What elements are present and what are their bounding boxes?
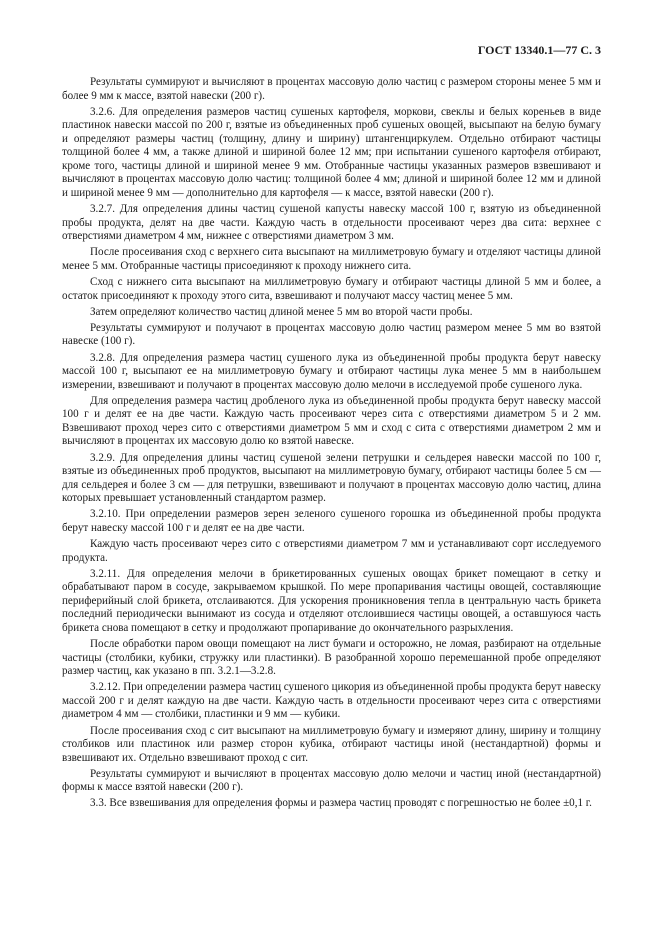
paragraph: 3.2.9. Для определения длины частиц сушеной зелени петрушки и сельдерея навески массой по 100 г, взятые из объединенных проб продуктов, высыпают на миллиметровую бумагу, отбирают частицы более 5 см — для сельдерея и более 3 см — для петрушки, взвешивают и получают в процентах массовую долю частиц, длина которых превышает установленный стандартом размер. <box>62 451 601 505</box>
paragraph: Каждую часть просеивают через сито с отверстиями диаметром 7 мм и устанавливают сорт исследуемого продукта. <box>62 538 601 564</box>
paragraph: 3.2.7. Для определения длины частиц сушеной капусты навеску массой 100 г, взятую из объединенной пробы продукта, делят на две части. Каждую часть в отдельности просеивают через два сита: верхнее с отверстиями диаметром 4 мм, нижнее с отверстиями диаметром 3 мм. <box>62 203 601 243</box>
paragraph: Затем определяют количество частиц длиной менее 5 мм во второй части пробы. <box>90 305 473 318</box>
page-header: ГОСТ 13340.1—77 С. 3 <box>477 43 601 57</box>
paragraph: 3.2.11. Для определения мелочи в брикетированных сушеных овощах брикет помещают в сетку и обрабатывают паром в сосуде, закрываемом крышкой. По мере пропаривания частицы овощей, составляющие периферийный слой брикета, отслаиваются. Для ускорения проникновения тепла в центральную часть брикета последний периодически вынимают из сосуда и отделяют отслоившиеся частицы овощей, а оставшуюся часть брикета снова помещают в сетку и продолжают пропаривание до окончательного разрыхления. <box>62 567 601 634</box>
paragraph: 3.2.12. При определении размера частиц сушеного цикория из объединенной пробы продукта берут навеску массой 200 г и делят каждую на две части. Каждую часть в отдельности просеивают через сита с отверстиями диаметром 4 мм — столбики, пластинки и 9 мм — кубики. <box>62 681 602 721</box>
paragraph: 3.2.8. Для определения размера частиц сушеного лука из объединенной пробы продукта берут навеску массой 100 г, высыпают ее на миллиметровую бумагу и отбирают частицы лука менее 5 мм в наибольшем измерении, взвешивают и получают в процентах массовую долю мелочи в исследуемой пробе сушеного лука. <box>62 351 601 391</box>
paragraph: Результаты суммируют и вычисляют в процентах массовую долю частиц с размером стороны менее 5 мм и более 9 мм к массе, взятой навески (200 г). <box>62 76 601 102</box>
paragraph: Сход с нижнего сита высыпают на миллиметровую бумагу и отбирают частицы длиной 5 мм и более, а остаток присоединяют к проходу этого сита, взвешивают и получают массу частиц менее 5 мм. <box>62 276 601 302</box>
document-body <box>62 76 601 811</box>
paragraph: После просеивания сход с верхнего сита высыпают на миллиметровую бумагу и отделяют частицы длиной менее 5 мм. Отобранные частицы присоединяют к проходу нижнего сита. <box>62 246 601 272</box>
paragraph: После обработки паром овощи помещают на лист бумаги и осторожно, не ломая, разбирают на отдельные частицы (столбики, кубики, стружку или пластинки). В разобранной хорошо перемешанной пробе определяют размер частиц, как указано в пп. 3.2.1—3.2.8. <box>62 638 601 678</box>
paragraph: 3.3. Все взвешивания для определения формы и размера частиц проводят с погрешностью не более ±0,1 г. <box>90 797 592 810</box>
paragraph: Результаты суммируют и получают в процентах массовую долю частиц размером менее 5 мм во взятой навеске (100 г). <box>62 321 601 348</box>
paragraph: Для определения размера частиц дробленого лука из объединенной пробы продукта берут навеску массой 100 г и делят ее на две части. Каждую часть просеивают через сита с отверстиями диаметром 5 и 2 мм. Взвешивают проход через сито с отверстиями диаметром 5 мм и сход с сита с отверстиями диаметром 2 мм и вычисляют в процентах их массовую долю ко взятой навеске. <box>62 394 601 448</box>
paragraph: 3.2.10. При определении размеров зерен зеленого сушеного горошка из объединенной пробы продукта берут навеску массой 100 г и делят ее на две части. <box>62 508 601 534</box>
paragraph: 3.2.6. Для определения размеров частиц сушеных картофеля, моркови, свеклы и белых кореньев в виде пластинок навески массой по 200 г, взятые из объединенных проб сушеных овощей, высыпают на белую бумагу и определяют размеры частиц (толщину, длину и ширину) штангенциркулем. Отдельно отбирают частицы толщиной более 4 мм, а также длиной и шириной более 12 мм; при испытании сушеного картофеля отбирают, кроме того, частицы длиной и шириной менее 9 мм. Отобранные частицы указанных размеров взвешивают и вычисляют в процентах массовую долю частиц: толщиной более 4 мм; длиной и шириной более 12 мм и длиной и шириной менее 9 мм — дополнительно для картофеля — к массе, взятой навески (200 г). <box>62 105 601 199</box>
paragraph: Результаты суммируют и вычисляют в процентах массовую долю мелочи и частиц иной (нестандартной) формы к массе взятой навески (200 г). <box>62 767 601 794</box>
paragraph: После просеивания сход с сит высыпают на миллиметровую бумагу и измеряют длину, ширину и толщину столбиков или пластинок или размер сторон кубика, отбирают частицы иной (нестандартной) формы и взвешивают их. Отдельно взвешивают проход с сит. <box>62 724 601 764</box>
